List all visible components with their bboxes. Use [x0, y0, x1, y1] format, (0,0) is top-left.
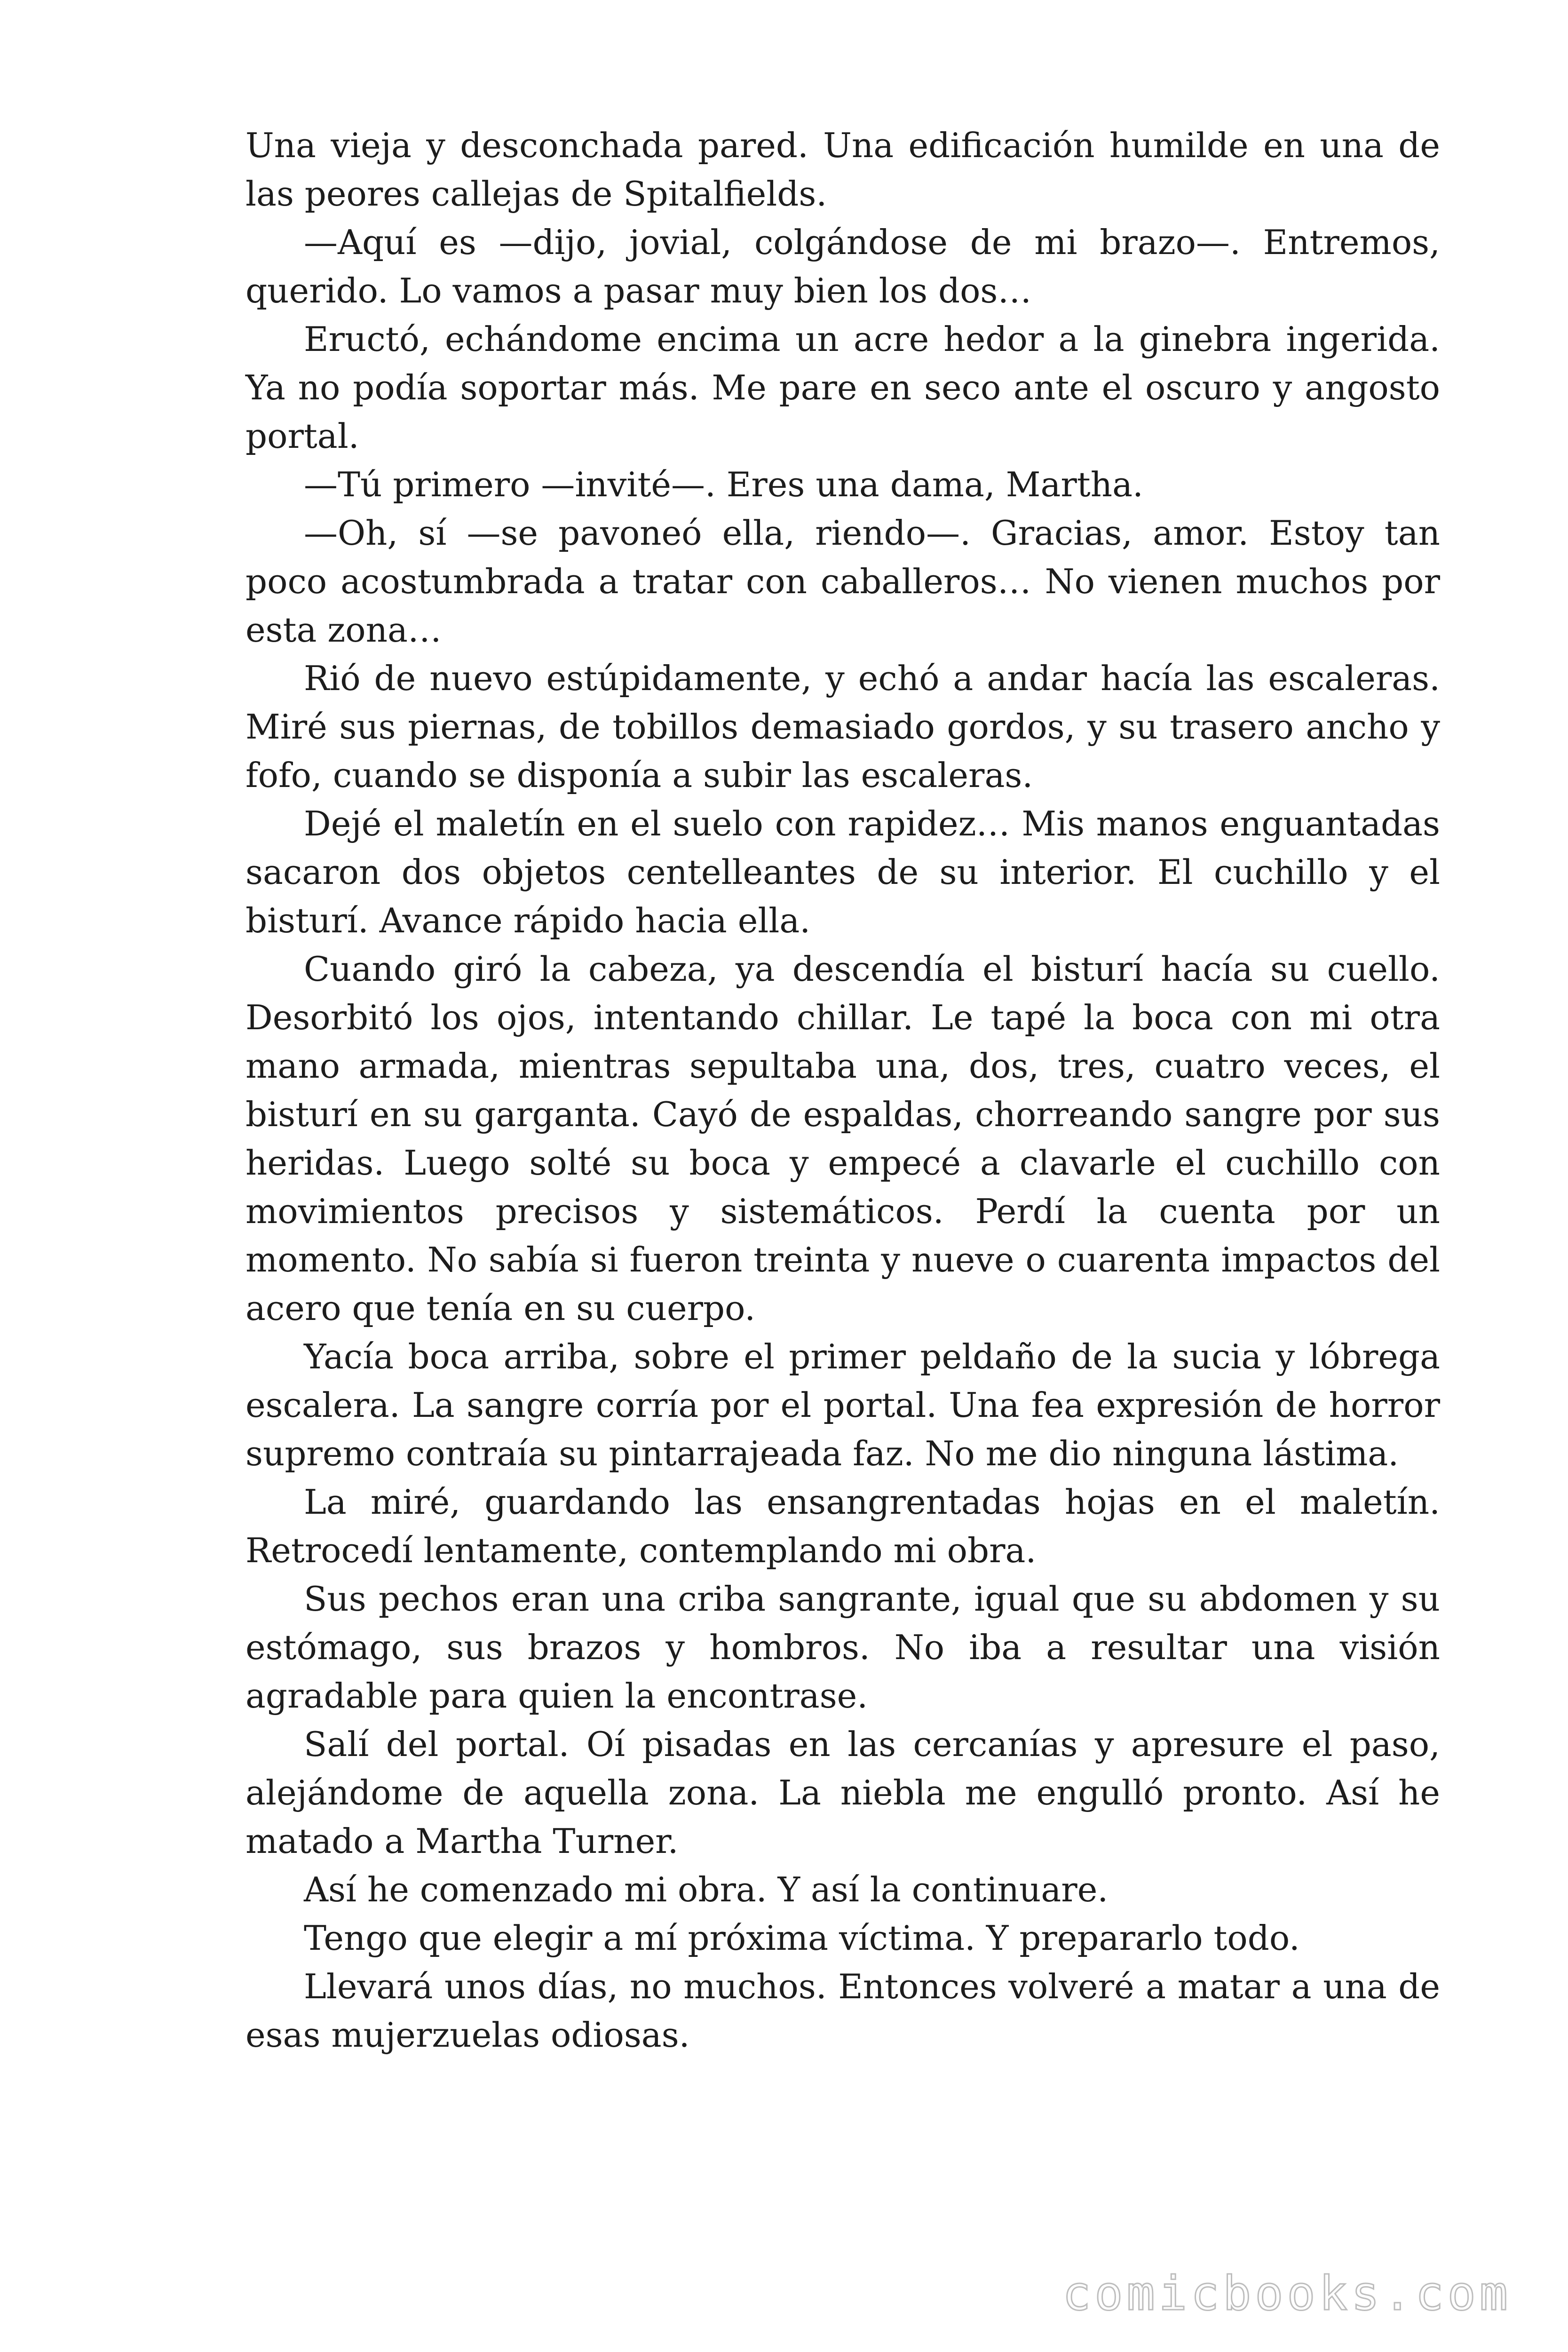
- paragraph: Salí del portal. Oí pisadas en las cercanías y apresure el paso, alejándome de aquella zona. La niebla me engulló pronto. Así he matado a Martha Turner.: [245, 1724, 1440, 1861]
- paragraph: Sus pechos eran una criba sangrante, igual que su abdomen y su estómago, sus brazos y hombros. No iba a resultar una visión agradable para quien la encontrase.: [245, 1579, 1440, 1716]
- paragraph: —Oh, sí —se pavoneó ella, riendo—. Gracias, amor. Estoy tan poco acostumbrada a tratar con caballeros… No vienen muchos por esta zona…: [245, 513, 1440, 650]
- paragraph: Yacía boca arriba, sobre el primer peldaño de la sucia y lóbrega escalera. La sangre corría por el portal. Una fea expresión de horror supremo contraía su pintarrajeada faz. No me dio ninguna lástima.: [245, 1337, 1440, 1473]
- paragraph: —Aquí es —dijo, jovial, colgándose de mi brazo—. Entremos, querido. Lo vamos a pasar muy bien los dos…: [245, 222, 1440, 310]
- page-body-text: [245, 121, 1440, 2059]
- paragraph: Dejé el maletín en el suelo con rapidez… Mis manos enguantadas sacaron dos objetos centelleantes de su interior. El cuchillo y el bisturí. Avance rápido hacia ella.: [245, 804, 1440, 940]
- paragraph: Así he comenzado mi obra. Y así la continuare.: [304, 1870, 1109, 1909]
- paragraph: Cuando giró la cabeza, ya descendía el bisturí hacía su cuello. Desorbitó los ojos, intentando chillar. Le tapé la boca con mi otra mano armada, mientras sepultaba una, dos, tres, cuatro veces, el bisturí en su garganta. Cayó de espaldas, chorreando sangre por sus heridas. Luego solté su boca y empecé a clavarle el cuchillo con movimientos precisos y sistemáticos. Perdí la cuenta por un momento. No sabía si fueron treinta y nueve o cuarenta impactos del acero que tenía en su cuerpo.: [245, 949, 1440, 1328]
- watermark: comicbooks.com: [1062, 2266, 1512, 2321]
- paragraph: Una vieja y desconchada pared. Una edificación humilde en una de las peores callejas de Spitalfields.: [245, 126, 1440, 214]
- paragraph: —Tú primero —invité—. Eres una dama, Martha.: [304, 465, 1143, 504]
- paragraph: Eructó, echándome encima un acre hedor a la ginebra ingerida. Ya no podía soportar más. Me pare en seco ante el oscuro y angosto portal.: [245, 319, 1440, 456]
- paragraph: La miré, guardando las ensangrentadas hojas en el maletín. Retrocedí lentamente, contemplando mi obra.: [245, 1482, 1440, 1570]
- paragraph: Tengo que elegir a mí próxima víctima. Y prepararlo todo.: [304, 1918, 1300, 1958]
- paragraph: Llevará unos días, no muchos. Entonces volveré a matar a una de esas mujerzuelas odiosas.: [245, 1967, 1440, 2055]
- paragraph: Rió de nuevo estúpidamente, y echó a andar hacía las escaleras. Miré sus piernas, de tobillos demasiado gordos, y su trasero ancho y fofo, cuando se disponía a subir las escaleras.: [245, 659, 1440, 795]
